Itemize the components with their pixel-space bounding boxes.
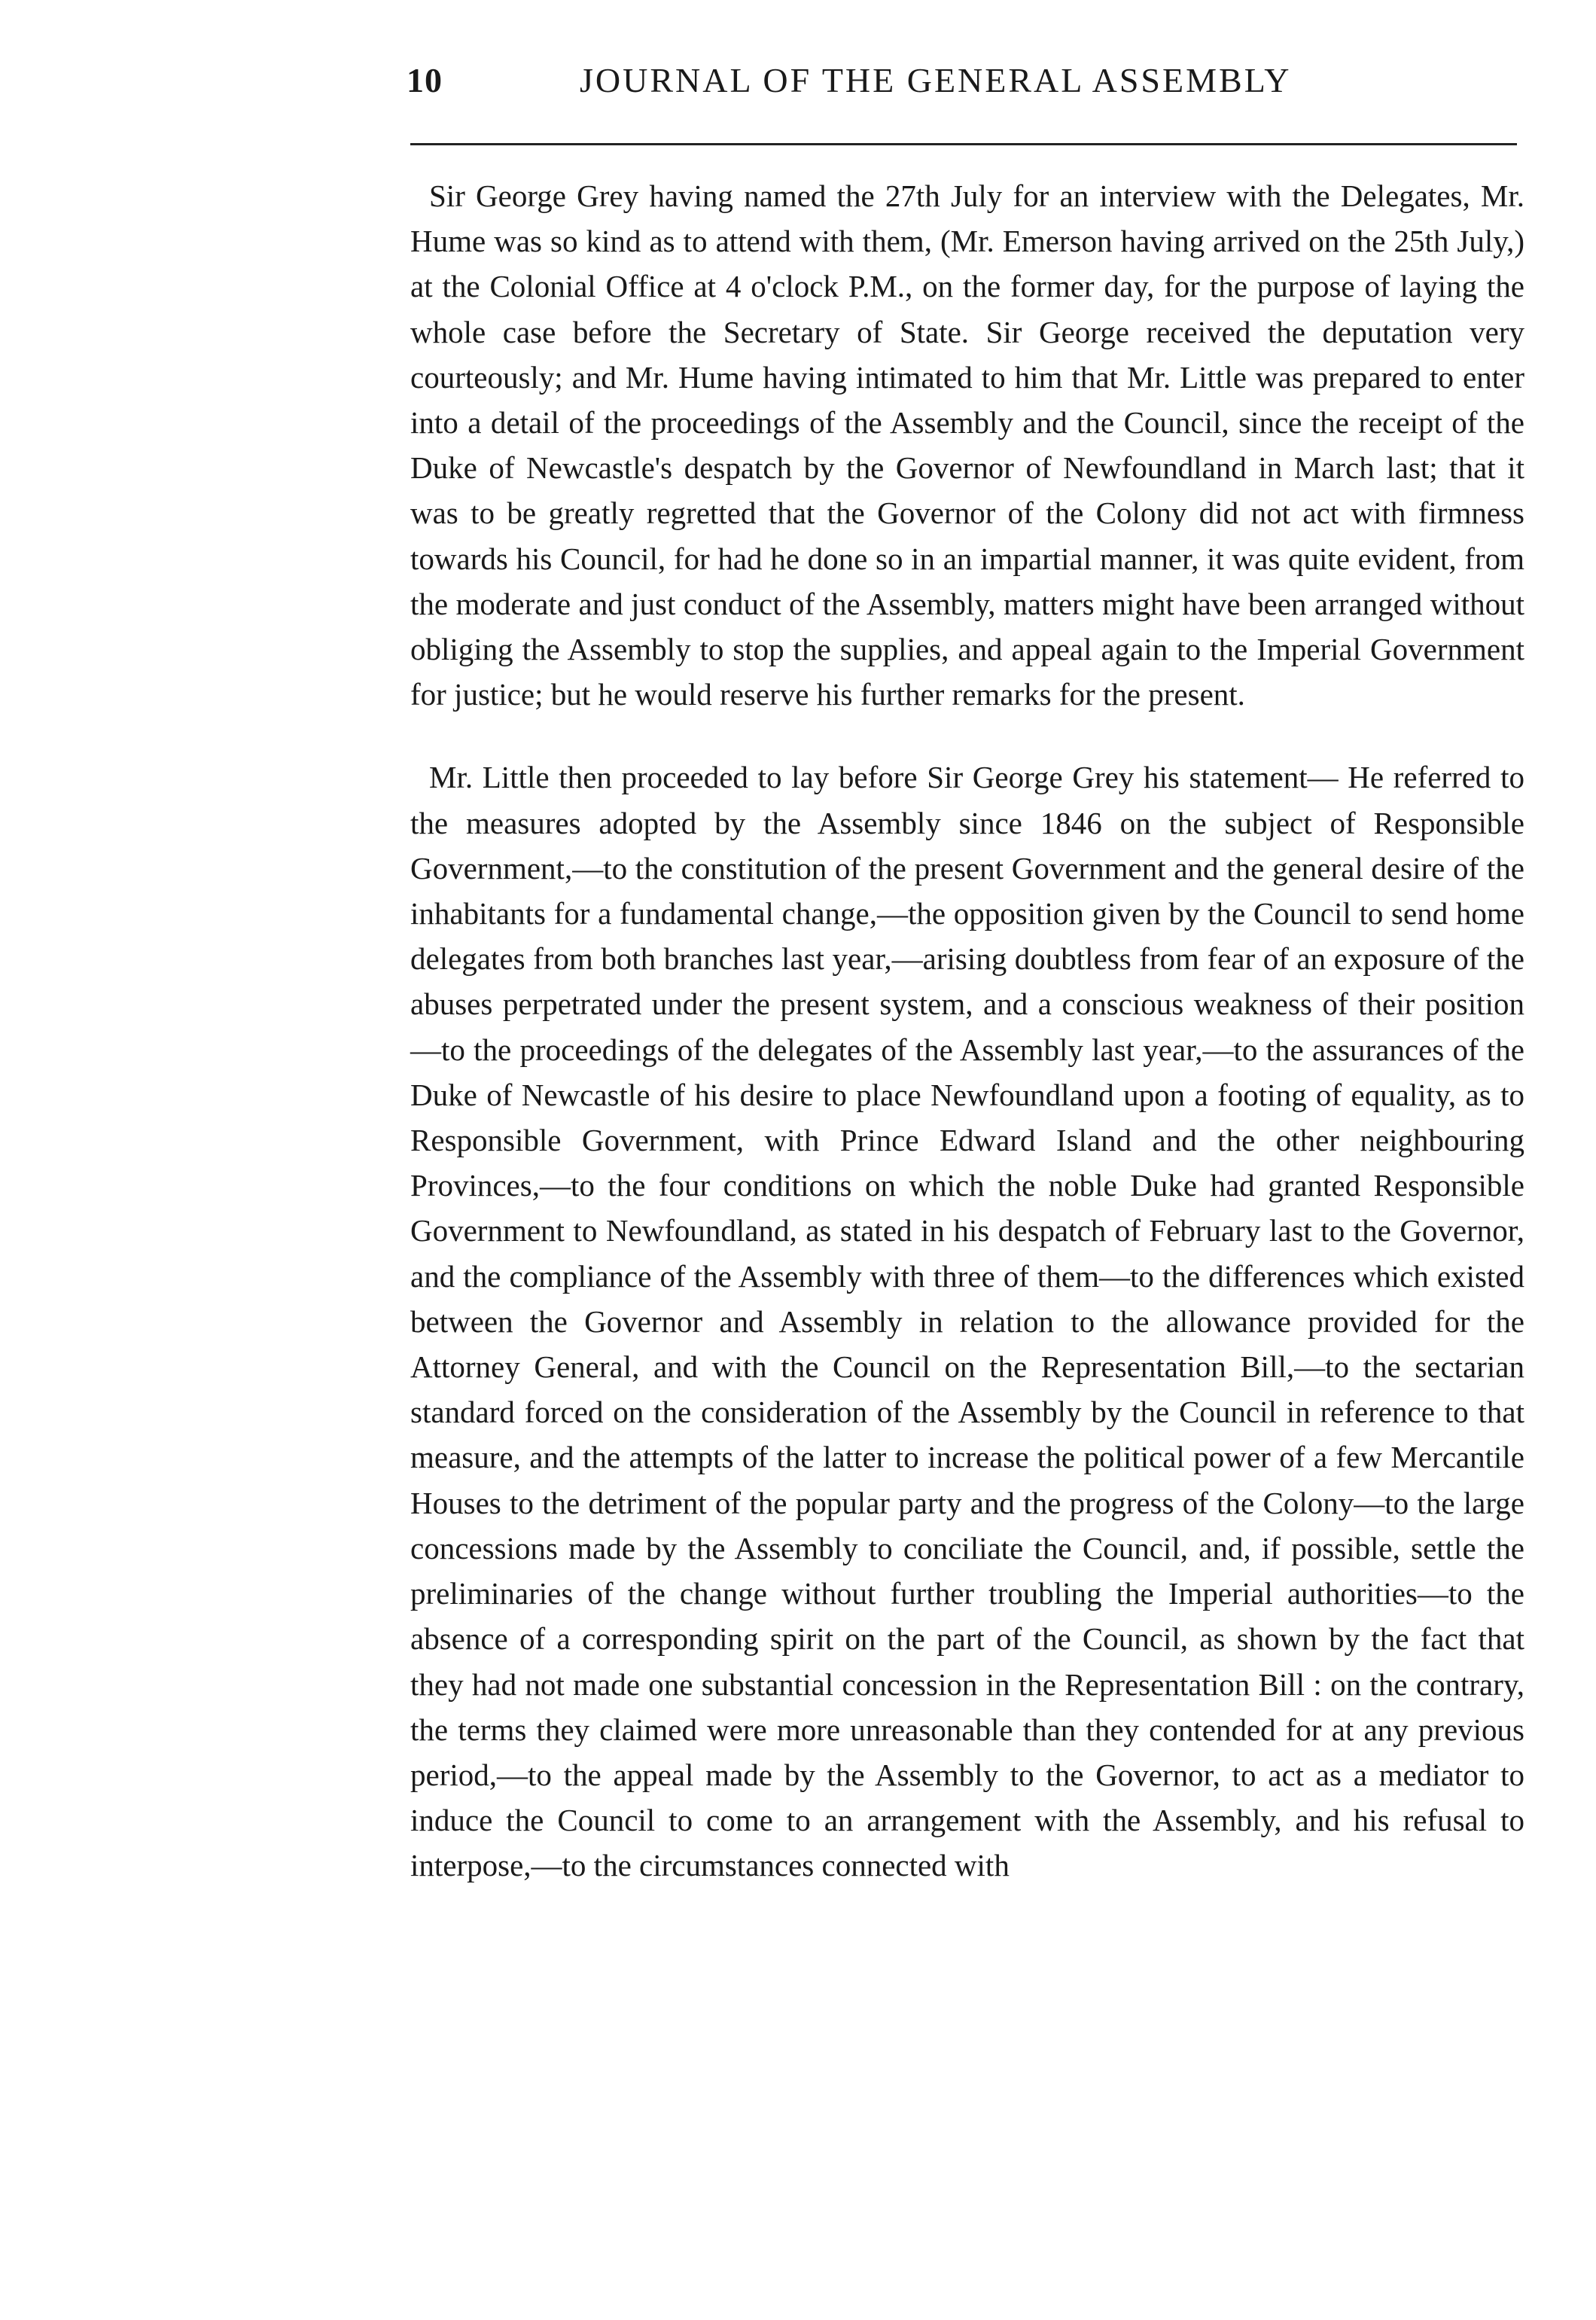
- paragraph-interview: Sir George Grey having named the 27th July for an interview with the Delegates, Mr. Hume was so kind as to attend with them, (Mr. Emerson having arrived on the 25th July,) at the Colonial Office at 4 o'clock P.M., on the former day, for the purpose of laying the whole case before the Secretary of State. Sir George received the deputation very courteously; and Mr. Hume having intimated to him that Mr. Little was prepared to enter into a detail of the proceedings of the Assembly and the Council, since the receipt of the Duke of Newcastle's despatch by the Governor of Newfoundland in March last; that it was to be greatly regretted that the Governor of the Colony did not act with firmness towards his Council, for had he done so in an impartial manner, it was quite evident, from the moderate and just conduct of the Assembly, matters might have been arranged without obliging the Assembly to stop the supplies, and appeal again to the Imperial Government for justice; but he would reserve his further remarks for the present.: [410, 178, 1524, 712]
- body-text: [410, 173, 1524, 1889]
- running-head: [407, 60, 1521, 113]
- header-rule: [410, 143, 1517, 145]
- page-number: 10: [407, 61, 443, 99]
- paragraph-statement: Mr. Little then proceeded to lay before Sir George Grey his statement— He referred to the measures adopted by the Assembly since 1846 on the subject of Responsible Government,—to the constitution of the present Government and the general desire of the inhabitants for a fundamental change,—the opposition given by the Council to send home delegates from both branches last year,—arising doubtless from fear of an exposure of the abuses perpetrated under the present system, and a conscious weakness of their position—to the proceedings of the delegates of the Assembly last year,—to the assurances of the Duke of Newcastle of his desire to place Newfoundland upon a footing of equality, as to Responsible Government, with Prince Edward Island and the other neighbouring Provinces,—to the four conditions on which the noble Duke had granted Responsible Government to Newfoundland, as stated in his despatch of February last to the Governor, and the compliance of the Assembly with three of them—to the differences which existed between the Governor and Assembly in relation to the allowance provided for the Attorney General, and with the Council on the Representation Bill,—to the sectarian standard forced on the consideration of the Assembly by the Council in reference to that measure, and the attempts of the latter to increase the political power of a few Mercantile Houses to the detriment of the popular party and the progress of the Colony—to the large concessions made by the Assembly to conciliate the Council, and, if possible, settle the preliminaries of the change without further troubling the Imperial authorities—to the absence of a corresponding spirit on the part of the Council, as shown by the fact that they had not made one substantial concession in the Representation Bill : on the contrary, the terms they claimed were more unreasonable than they contended for at any previous period,—to the appeal made by the Assembly to the Governor, to act as a mediator to induce the Council to come to an arrangement with the Assembly, and his refusal to interpose,—to the circumstances connected with: [410, 760, 1524, 1883]
- running-title: JOURNAL OF THE GENERAL ASSEMBLY: [580, 61, 1292, 99]
